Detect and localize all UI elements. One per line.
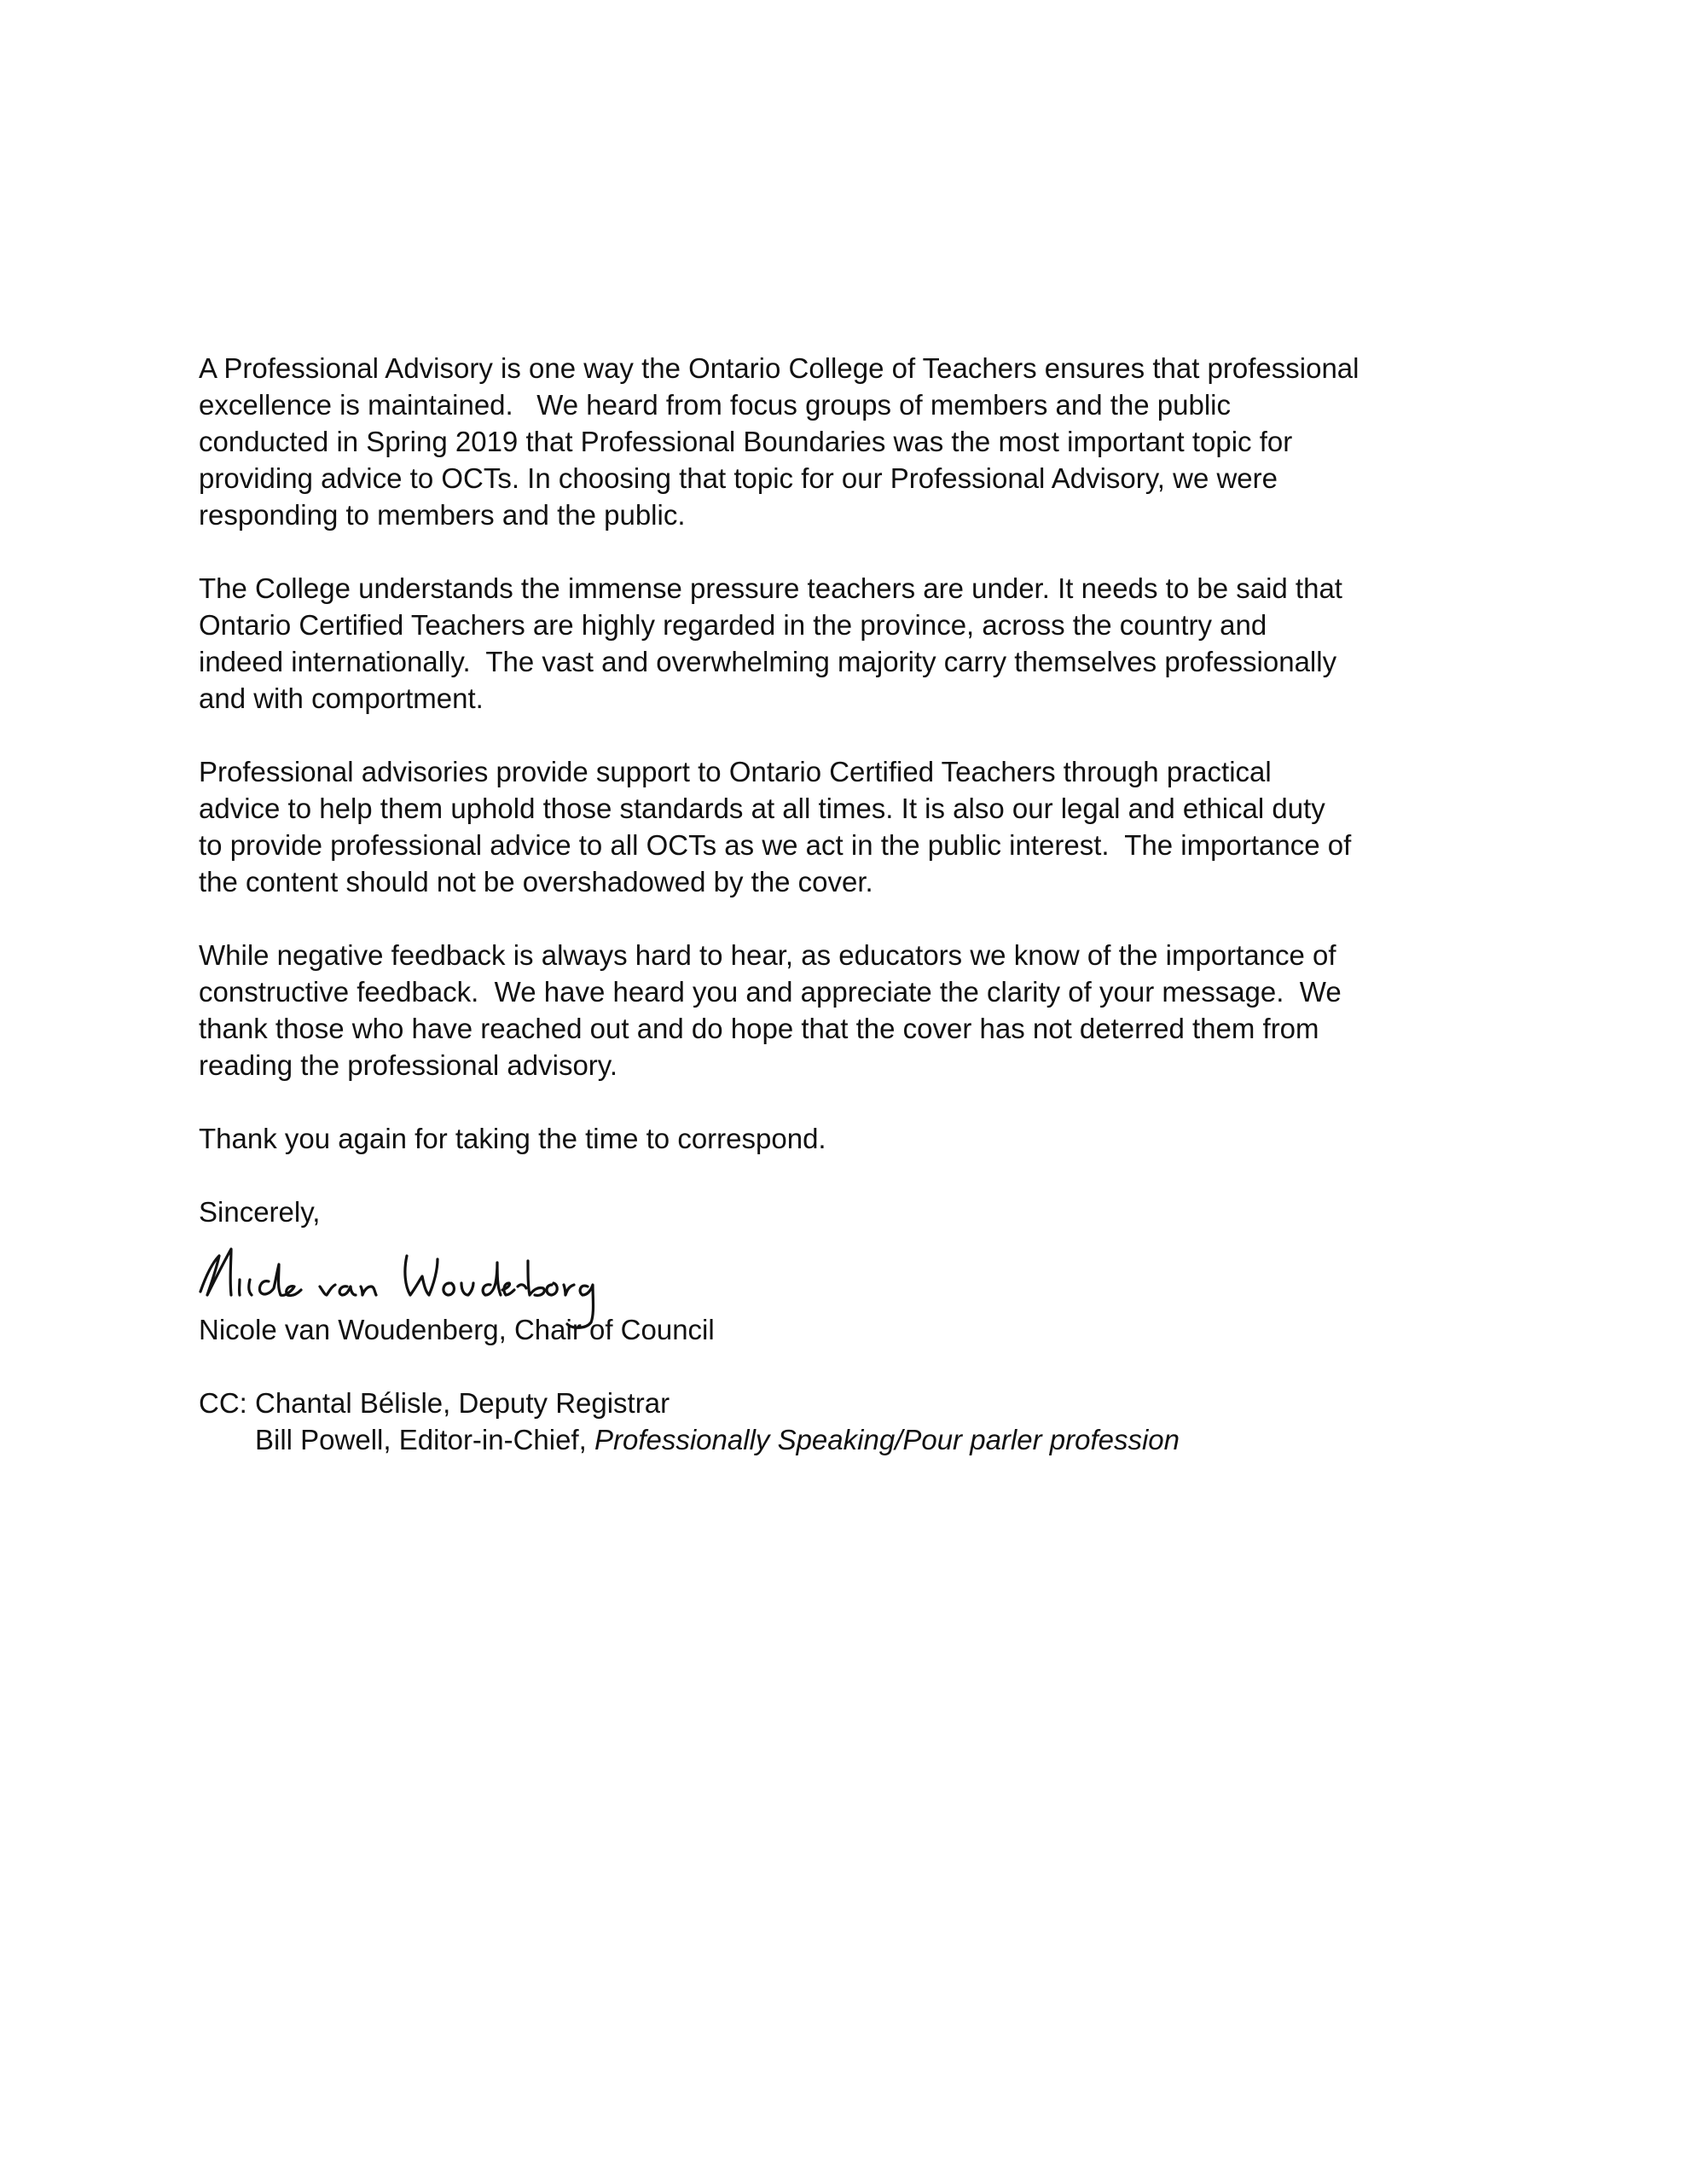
paragraph-2 [199,570,1529,717]
text-line: While negative feedback is always hard to hear, as educators we know of the importance of [199,939,1336,971]
closing [199,1194,1529,1230]
cc-block [199,1385,1529,1458]
signature-block [199,1230,1529,1348]
text-line: responding to members and the public. [199,499,686,531]
thank-you-paragraph [199,1120,1529,1157]
paragraph-1 [199,350,1529,533]
paragraph-4 [199,937,1529,1083]
cc-recipient-2: Bill Powell, Editor-in-Chief, [255,1424,594,1455]
text-line: excellence is maintained. We heard from focus groups of members and the public [199,389,1232,421]
text-line: A Professional Advisory is one way the Ontario College of Teachers ensures that professional [199,352,1359,384]
cc-line-1 [199,1385,1529,1421]
text-line: Professional advisories provide support to Ontario Certified Teachers through practical [199,756,1272,787]
signature-icon [194,1230,620,1333]
text-line: conducted in Spring 2019 that Professional Boundaries was the most important topic for [199,426,1293,457]
signer-name: Nicole van Woudenberg, Chair of Council [199,1314,715,1345]
handwritten-signature [199,1230,1529,1311]
text-line: Ontario Certified Teachers are highly regarded in the province, across the country and [199,609,1267,641]
text-line: The College understands the immense pressure teachers are under. It needs to be said that [199,572,1342,604]
text-line: providing advice to OCTs. In choosing that topic for our Professional Advisory, we were [199,462,1278,494]
publication-title: Professionally Speaking/Pour parler profession [594,1424,1180,1455]
closing-text: Sincerely, [199,1196,321,1228]
text-line: to provide professional advice to all OCTs as we act in the public interest. The importance of [199,829,1352,861]
text-line: advice to help them uphold those standards at all times. It is also our legal and ethical duty [199,793,1325,824]
text-line: the content should not be overshadowed by the cover. [199,866,873,897]
text-line: reading the professional advisory. [199,1049,618,1081]
paragraph-3 [199,753,1529,900]
cc-recipient-1: Chantal Bélisle, Deputy Registrar [255,1387,670,1419]
text-line: constructive feedback. We have heard you and appreciate the clarity of your message. We [199,976,1342,1008]
cc-line-2 [199,1421,1529,1458]
cc-prefix: CC: [199,1387,255,1419]
text-line: indeed internationally. The vast and overwhelming majority carry themselves professionally [199,646,1337,677]
text-line: thank those who have reached out and do hope that the cover has not deterred them from [199,1013,1319,1044]
letter-body [199,350,1529,1458]
text-line: Thank you again for taking the time to correspond. [199,1123,826,1154]
text-line: and with comportment. [199,682,484,714]
